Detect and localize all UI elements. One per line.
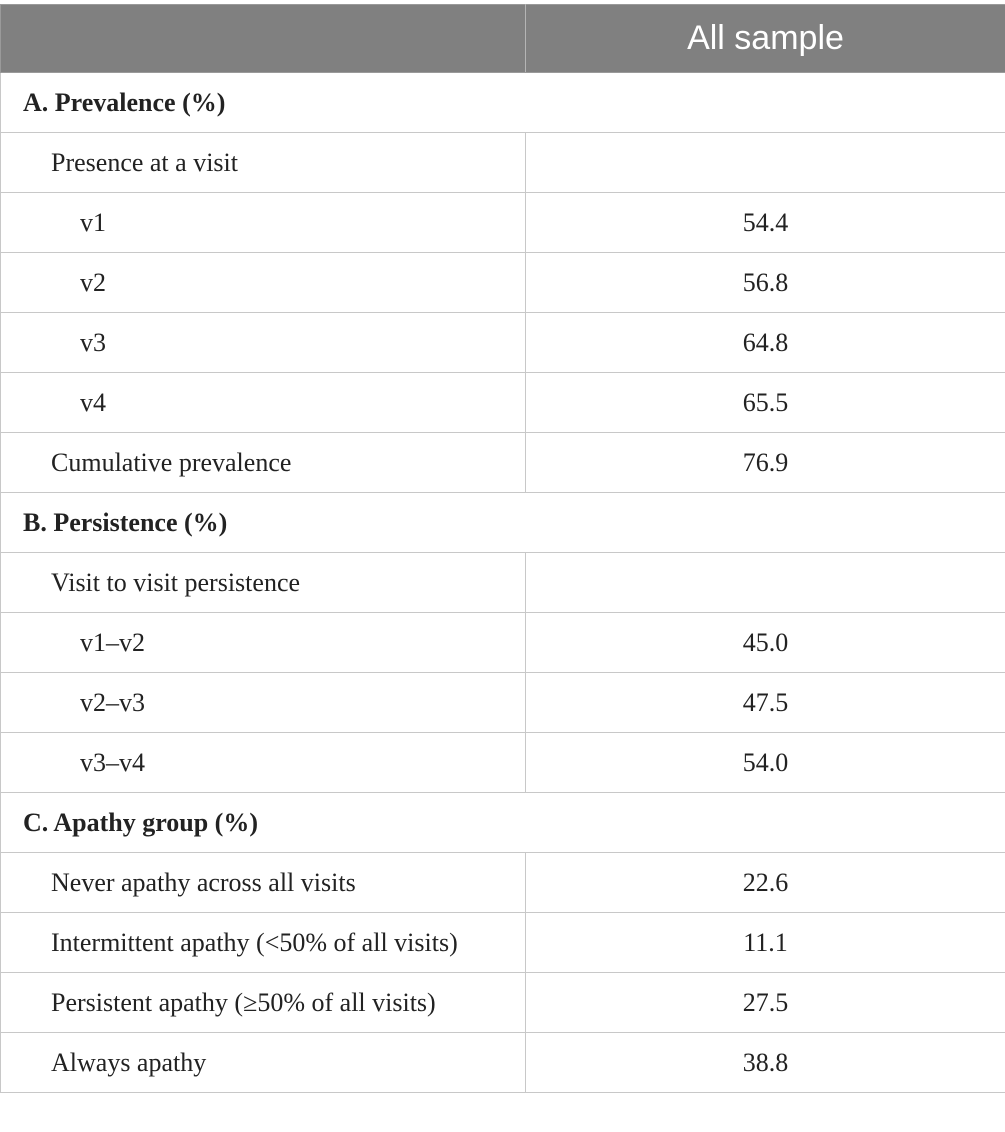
table-row [1,913,1005,973]
table-row [1,313,1005,373]
row-label: v4 [1,373,526,433]
header-all-sample: All sample [526,5,1005,73]
row-label: v2 [1,253,526,313]
table-row [1,613,1005,673]
table-row [1,553,1005,613]
header-empty-cell [1,5,526,73]
table-row [1,1033,1005,1093]
section-row-apathy [1,793,1005,853]
table-row [1,253,1005,313]
table-row [1,373,1005,433]
row-label: Persistent apathy (≥50% of all visits) [1,973,526,1033]
row-label: v2–v3 [1,673,526,733]
row-label: Intermittent apathy (<50% of all visits) [1,913,526,973]
row-label: v3–v4 [1,733,526,793]
row-label: Visit to visit persistence [1,553,526,613]
row-value: 47.5 [526,673,1005,733]
table-row [1,673,1005,733]
row-label: v1 [1,193,526,253]
table-row [1,133,1005,193]
section-row-persistence [1,493,1005,553]
table-row [1,733,1005,793]
table-header-row [1,5,1005,73]
row-value: 65.5 [526,373,1005,433]
section-title-persistence: B. Persistence (%) [1,493,1005,553]
row-value: 54.4 [526,193,1005,253]
table-row [1,193,1005,253]
row-label: Always apathy [1,1033,526,1093]
row-label: v3 [1,313,526,373]
table-row [1,853,1005,913]
results-table [0,4,1005,1093]
row-value-empty [526,553,1005,613]
section-title-apathy: C. Apathy group (%) [1,793,1005,853]
row-value: 11.1 [526,913,1005,973]
row-value: 54.0 [526,733,1005,793]
row-value: 76.9 [526,433,1005,493]
row-label: Never apathy across all visits [1,853,526,913]
table-row [1,973,1005,1033]
row-label: v1–v2 [1,613,526,673]
row-value: 56.8 [526,253,1005,313]
row-label: Cumulative prevalence [1,433,526,493]
row-label: Presence at a visit [1,133,526,193]
row-value: 64.8 [526,313,1005,373]
table-row [1,433,1005,493]
row-value: 38.8 [526,1033,1005,1093]
row-value: 22.6 [526,853,1005,913]
section-row-prevalence [1,73,1005,133]
row-value-empty [526,133,1005,193]
row-value: 27.5 [526,973,1005,1033]
section-title-prevalence: A. Prevalence (%) [1,73,1005,133]
row-value: 45.0 [526,613,1005,673]
